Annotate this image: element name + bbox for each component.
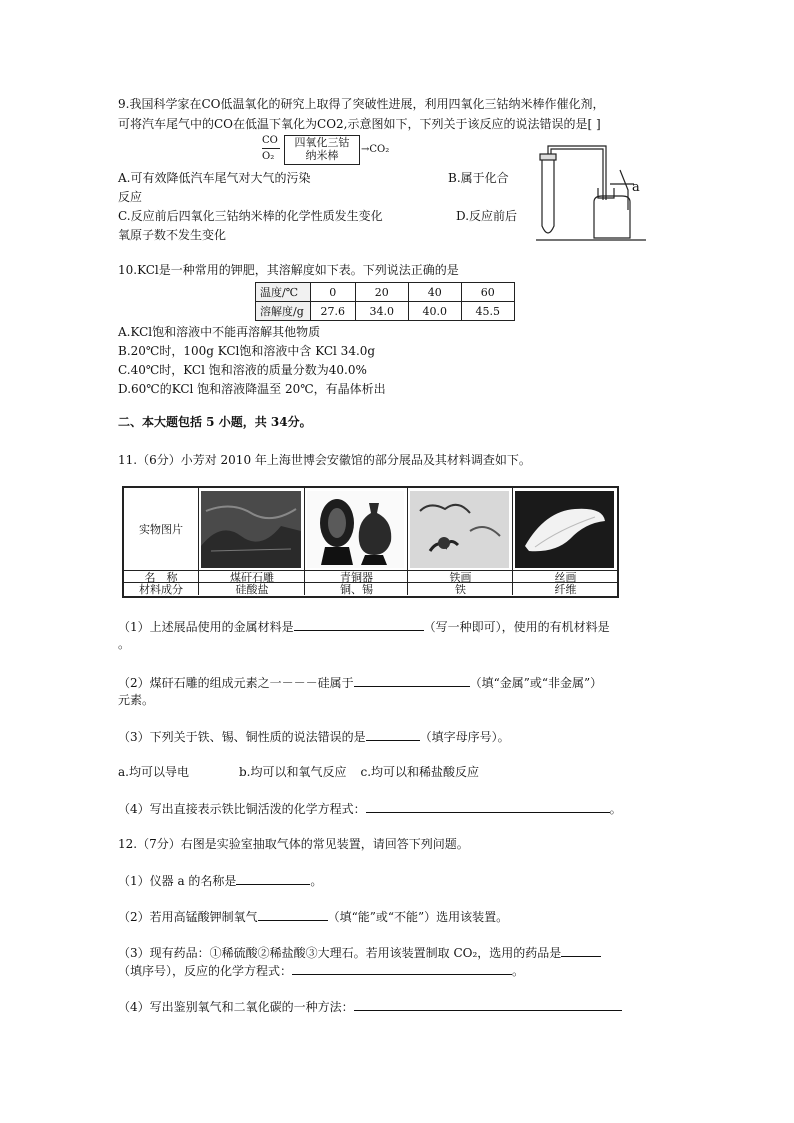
table-cell: 丝画 (512, 571, 618, 583)
answer-blank[interactable] (366, 728, 420, 741)
q9-option-b-line1: B.属于化合 (448, 171, 509, 185)
q9-reaction-diagram (262, 134, 412, 168)
kcl-solubility-table (255, 282, 515, 321)
q12-part2-text-b: （填“能”或“不能”）选用该装置。 (327, 910, 509, 924)
table-cell: 0 (310, 283, 355, 302)
silk-painting-image (515, 491, 614, 568)
apparatus-label-a: a (632, 180, 640, 195)
q11-part3-option-b: b.均可以和氧气反应 (238, 765, 347, 779)
q9-diagram-box-line2: 纳米棒 (305, 149, 339, 162)
q9-diagram-catalyst-box (284, 135, 360, 165)
q12-part3-line1 (118, 944, 601, 961)
q11-part3-option-c: c.均可以和稀盐酸反应 (360, 765, 480, 779)
q11-part1-line1 (118, 618, 612, 635)
answer-blank[interactable] (561, 944, 601, 957)
q9-diagram-co: CO (262, 135, 278, 146)
q12-part3-text-b: （填序号），反应的化学方程式： (118, 964, 293, 978)
q12-part4-text: （4）写出鉴别氧气和二氧化碳的一种方法： (118, 1000, 354, 1014)
q11-exhibit-table (122, 486, 619, 598)
table-row (124, 582, 617, 595)
q9-option-c: C.反应前后四氧化三钴纳米棒的化学性质发生变化 (118, 209, 383, 223)
q12-part1-text-b: 。 (310, 874, 323, 888)
table-cell: 20 (355, 283, 408, 302)
q9-option-d-line1: D.反应前后 (456, 209, 518, 223)
q12-part1 (118, 872, 322, 889)
q9-diagram-co2: →CO₂ (361, 144, 390, 155)
answer-blank[interactable] (294, 618, 424, 631)
q12-part3-text-c: 。 (512, 964, 525, 978)
table-cell: 27.6 (310, 302, 355, 321)
table-cell: 硅酸盐 (198, 583, 305, 595)
q10-stem: 10.KCl是一种常用的钾肥，其溶解度如下表。下列说法正确的是 (118, 263, 459, 277)
q12-part3-text-a: （3）现有药品：①稀硫酸②稀盐酸③大理石。若用该装置制取 CO₂，选用的药品是 (118, 946, 562, 960)
q9-diagram-box-line1: 四氧化三钴 (294, 136, 350, 149)
q12-part4 (118, 998, 622, 1015)
q11-part1-line2: 。 (118, 637, 131, 651)
table-cell: 45.5 (461, 302, 514, 321)
table-cell: 青铜器 (304, 571, 408, 583)
table-header-solubility: 溶解度/g (256, 302, 311, 321)
q9-stem-line1: 9.我国科学家在CO低温氧化的研究上取得了突破性进展，利用四氧化三钴纳米棒作催化剂， (118, 97, 605, 111)
answer-blank-end (610, 619, 612, 631)
gas-apparatus-figure (536, 140, 646, 244)
bronze-ware-image (307, 491, 404, 568)
answer-blank[interactable] (292, 962, 512, 975)
test-tube-stopper-shape (540, 154, 556, 160)
q11-part4-end: 。 (609, 802, 622, 816)
table-row (256, 302, 515, 321)
section-2-heading: 二、本大题包括 5 小题，共 34分。 (118, 415, 312, 429)
q9-stem-line2: 可将汽车尾气中的CO在低温下氧化为CO2,示意图如下，下列关于该反应的说法错误的是[ ] (118, 117, 601, 131)
q11-part4-text: （4）写出直接表示铁比铜活泼的化学方程式： (118, 802, 366, 816)
answer-blank[interactable] (354, 674, 470, 687)
table-cell: 煤矸石雕 (198, 571, 305, 583)
delivery-tube-shape (548, 146, 606, 200)
q12-part2 (118, 908, 508, 925)
q11-part3-options (118, 764, 479, 780)
q9-diagram-o2: O₂ (262, 151, 275, 162)
q11-part4 (118, 800, 622, 817)
q9-option-a: A.可有效降低汽车尾气对大气的污染 (118, 171, 311, 185)
q11-part2-text-a: （2）煤矸石雕的组成元素之一－－－硅属于 (118, 676, 354, 690)
q10-option-d: D.60℃的KCl 饱和溶液降温至 20℃，有晶体析出 (118, 382, 386, 396)
table-cell: 34.0 (355, 302, 408, 321)
q10-option-b: B.20℃时，100g KCl饱和溶液中含 KCl 34.0g (118, 344, 376, 358)
coal-gangue-carving-image (201, 491, 301, 568)
table-cell: 纤维 (512, 583, 618, 595)
q10-option-a: A.KCl饱和溶液中不能再溶解其他物质 (118, 325, 321, 339)
q11-row1-label: 实物图片 (139, 523, 183, 536)
q11-part1-text-b: （写一种即可），使用的有机材料是 (423, 620, 610, 634)
q9-option-d-line2: 氧原子数不发生变化 (118, 228, 227, 242)
q11-stem: 11.（6分）小芳对 2010 年上海世博会安徽馆的部分展品及其材料调查如下。 (118, 453, 531, 467)
table-cell: 铜、锡 (304, 583, 408, 595)
q12-part3-line2 (118, 962, 524, 979)
answer-blank[interactable] (236, 872, 310, 885)
table-cell: 铁 (407, 583, 513, 595)
q11-part2-line1 (118, 674, 602, 691)
q11-part1-text-a: （1）上述展品使用的金属材料是 (118, 620, 294, 634)
q11-part3-text-a: （3）下列关于铁、锡、铜性质的说法错误的是 (118, 730, 366, 744)
q10-option-c: C.40℃时，KCl 饱和溶液的质量分数为40.0% (118, 363, 367, 377)
q11-part3-option-a: a.均可以导电 (118, 765, 189, 779)
q11-part2-text-b: （填“金属”或“非金属”） (469, 676, 603, 690)
funnel-shape (620, 170, 628, 210)
table-cell: 40.0 (408, 302, 461, 321)
q9-diagram-arrow-line (262, 148, 280, 149)
flask-shape (594, 196, 630, 238)
q11-row3-label: 材料成分 (139, 583, 183, 596)
table-cell: 铁画 (407, 571, 513, 583)
q11-part3-text-b: （填字母序号）。 (419, 730, 510, 744)
answer-blank[interactable] (354, 998, 622, 1011)
table-row (256, 283, 515, 302)
q11-part2-line2: 元素。 (118, 693, 155, 707)
q11-row2-label: 名 称 (144, 571, 178, 584)
q9-option-b-line2: 反应 (118, 190, 143, 204)
q12-stem: 12.（7分）右图是实验室抽取气体的常见装置，请回答下列问题。 (118, 837, 469, 851)
iron-painting-image (410, 491, 509, 568)
answer-blank[interactable] (366, 800, 610, 813)
table-header-temperature: 温度/℃ (256, 283, 311, 302)
test-tube-shape (542, 158, 554, 233)
answer-blank[interactable] (258, 908, 328, 921)
q11-part3 (118, 728, 510, 745)
table-cell: 60 (461, 283, 514, 302)
q12-part2-text-a: （2）若用高锰酸钾制氧气 (118, 910, 258, 924)
q12-part1-text-a: （1）仪器 a 的名称是 (118, 874, 237, 888)
table-cell: 40 (408, 283, 461, 302)
